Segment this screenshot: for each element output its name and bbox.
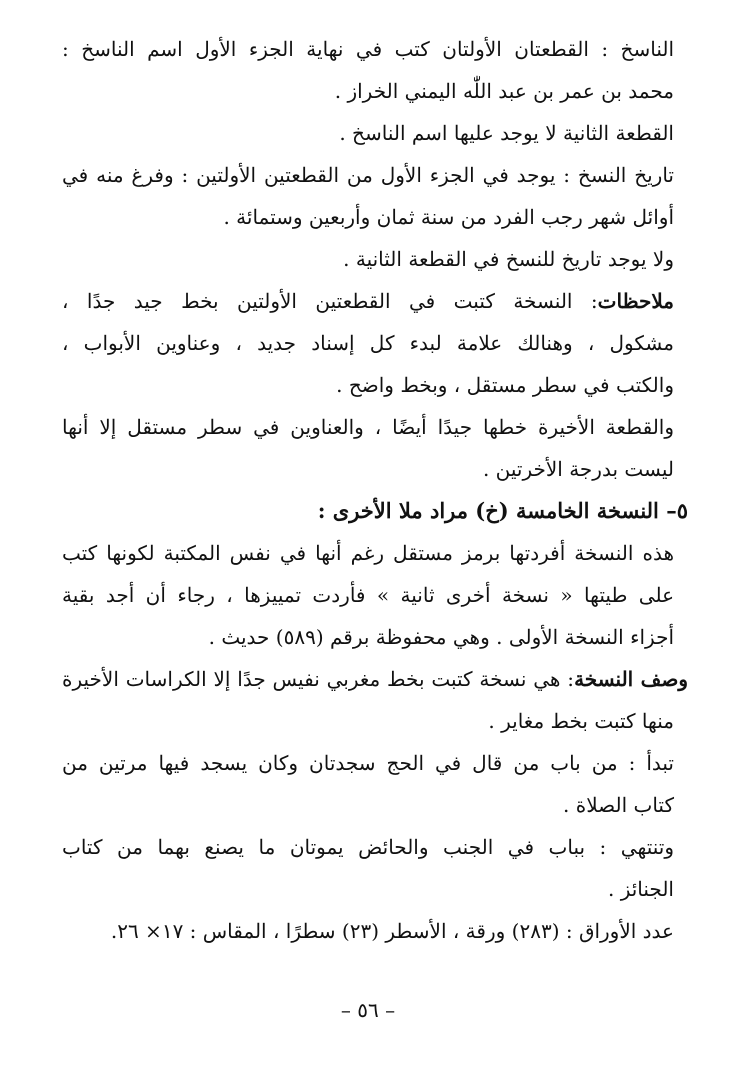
heading-text: ٥– النسخة الخامسة (خ) مراد ملا الأخرى : (317, 498, 688, 523)
notes-paragraph (62, 280, 674, 406)
copy-date-paragraph (62, 154, 674, 238)
page-number: – ٥٦ – (340, 998, 396, 1022)
text-line: تبدأ : من باب من قال في الحج سجدتان وكان يسجد فيها مرتين من (62, 751, 674, 775)
text-line: الجنائز . (607, 877, 674, 901)
intro-paragraph (62, 532, 674, 658)
text-line: على طيتها « نسخة أخرى ثانية » فأردت تمييزها ، رجاء أن أجد بقية (62, 583, 674, 607)
text-line: الناسخ : القطعتان الأولتان كتب في نهاية الجزء الأول اسم الناسخ : (62, 37, 674, 61)
text-line: كتاب الصلاة . (563, 793, 674, 817)
text-line: أوائل شهر رجب الفرد من سنة ثمان وأربعين وستمائة . (223, 205, 674, 229)
begins-paragraph (62, 742, 674, 826)
text-line (62, 280, 674, 322)
text-line: منها كتبت بخط مغاير . (488, 709, 674, 733)
ends-paragraph (62, 826, 674, 910)
text-line: محمد بن عمر بن عبد اللّٰه اليمني الخراز . (334, 79, 674, 103)
notes-text: : النسخة كتبت في القطعتين الأولتين بخط جيد جدًا ، (62, 289, 598, 313)
text-line: عدد الأوراق : (٢٨٣) ورقة ، الأسطر (٢٣) سطرًا ، المقاس : ١٧× ٢٦. (110, 919, 674, 943)
text-line: ليست بدرجة الأخرتين . (482, 457, 674, 481)
text-line: والقطعة الأخيرة خطها جيدًا أيضًا ، والعناوين في سطر مستقل إلا أنها (62, 415, 674, 439)
text-line: هذه النسخة أفردتها برمز مستقل رغم أنها في نفس المكتبة لكونها كتب (62, 541, 674, 565)
notes-label: ملاحظات (597, 289, 674, 313)
copy-date-note-paragraph (62, 238, 674, 280)
leaves-paragraph (62, 910, 674, 952)
text-line: وتنتهي : بباب في الجنب والحائض يموتان ما يصنع بهما من كتاب (62, 835, 674, 859)
last-piece-paragraph (62, 406, 674, 490)
text-line: ولا يوجد تاريخ للنسخ في القطعة الثانية . (343, 247, 674, 271)
section-heading (62, 490, 688, 532)
text-line: أجزاء النسخة الأولى . وهي محفوظة برقم (٥٨٩) حديث . (208, 625, 674, 649)
text-line: مشكول ، وهنالك علامة لبدء كل إسناد جديد ، وعناوين الأبواب ، (62, 331, 674, 355)
copyist-paragraph (62, 28, 674, 112)
page-body (62, 28, 689, 952)
text-line: تاريخ النسخ : يوجد في الجزء الأول من القطعتين الأولتين : وفرغ منه في (62, 163, 674, 187)
text-line (62, 658, 688, 700)
copyist-note-paragraph (62, 112, 674, 154)
description-label: وصف النسخة (574, 667, 689, 691)
description-paragraph (62, 658, 688, 742)
text-line: والكتب في سطر مستقل ، وبخط واضح . (336, 373, 674, 397)
description-text: : هي نسخة كتبت بخط مغربي نفيس جدًا إلا الكراسات الأخيرة (62, 667, 575, 691)
text-line: القطعة الثانية لا يوجد عليها اسم الناسخ . (339, 121, 674, 145)
